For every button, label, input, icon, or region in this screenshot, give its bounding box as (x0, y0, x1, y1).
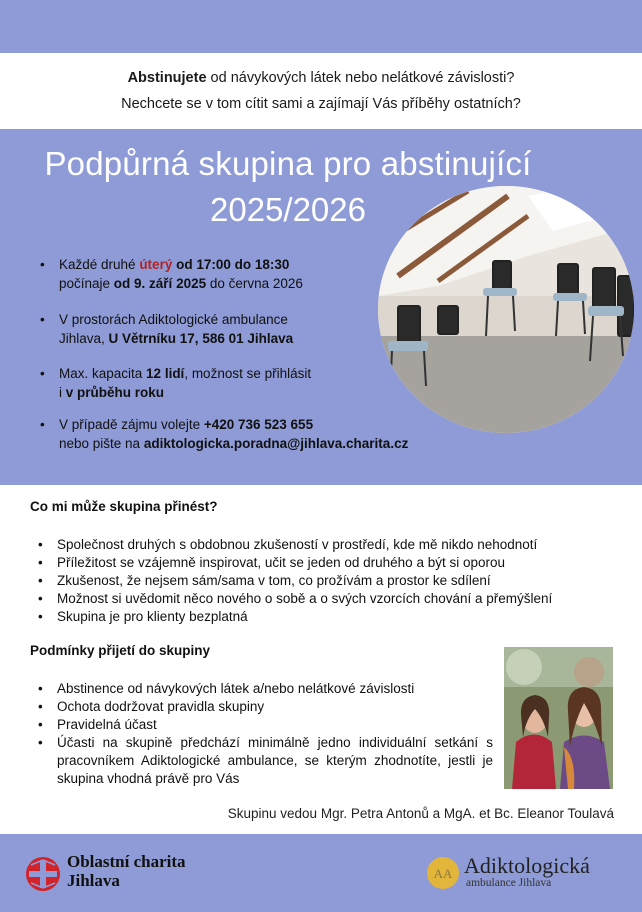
conditions-title: Podmínky přijetí do skupiny (30, 643, 211, 658)
info-when-time: od 17:00 do 18:30 (176, 257, 290, 272)
adiktologicka-title: Adiktologická (464, 853, 590, 878)
list-item-text: Zkušenost, že nejsem sám/sama v tom, co prožívám a prostor ke sdílení (57, 573, 491, 588)
bullet: • (38, 699, 43, 714)
benefits-title: Co mi může skupina přinést? (30, 499, 218, 514)
bullet: • (38, 555, 43, 570)
info-when-text: Každé druhé (59, 257, 140, 272)
info-when-day: úterý (139, 257, 173, 272)
info-contact-text: V případě zájmu volejte (59, 417, 204, 432)
leaders-text: Skupinu vedou Mgr. Petra Antonů a MgA. et Bc. Eleanor Toulavá (227, 806, 614, 821)
info-capacity-i: i (59, 384, 66, 400)
page-title: Podpůrná skupina pro abstinující (44, 145, 532, 182)
charita-city: Jihlava (67, 871, 120, 890)
info-where-city: Jihlava, (59, 330, 109, 346)
room-photo (378, 186, 634, 433)
list-item-text: Příležitost se vzájemně inspirovat, učit se jeden od druhého a být si oporou (57, 555, 505, 570)
charita-cross-icon (25, 856, 61, 897)
intro-bold: Abstinujete (127, 70, 207, 86)
charita-logo-text (67, 852, 186, 890)
bullet: • (38, 537, 43, 552)
bullet: • (38, 591, 43, 606)
room-photo-illustration (378, 186, 634, 433)
bullet: • (38, 609, 43, 624)
info-when-start-text: počínaje (59, 275, 114, 291)
intro-line-1-text: od návykových látek nebo nelátkové závislosti? (206, 70, 515, 86)
charita-name: Oblastní charita (67, 852, 186, 871)
adiktologicka-subtitle: ambulance Jihlava (466, 877, 552, 889)
bullet: • (38, 573, 43, 588)
bullet: • (40, 312, 45, 327)
info-where-text: V prostorách Adiktologické ambulance (59, 312, 288, 327)
info-capacity-year: v průběhu roku (65, 384, 165, 400)
hero-section (0, 129, 642, 485)
email-link[interactable]: adiktologicka.poradna@jihlava.charita.cz (143, 435, 409, 451)
info-when-end: do června 2026 (206, 275, 303, 291)
list-item-text: Ochota dodržovat pravidla skupiny (57, 699, 265, 714)
leaders-photo-illustration (504, 647, 613, 789)
phone-number[interactable]: +420 736 523 655 (203, 417, 314, 432)
list-item-text: Abstinence od návykových látek a/nebo nelátkové závislosti (57, 681, 415, 696)
info-capacity-count: 12 lidí (146, 366, 185, 381)
bullet: • (40, 417, 45, 432)
intro-line-1 (0, 70, 642, 86)
intro-section (0, 53, 642, 129)
adikt-mark: AA (433, 866, 453, 881)
info-when-start-date: od 9. září 2025 (113, 275, 207, 291)
list-item-text: Skupina je pro klienty bezplatná (57, 609, 248, 624)
bullet: • (38, 717, 43, 732)
info-capacity-rest: , možnost se přihlásit (184, 366, 312, 381)
bullet: • (38, 681, 43, 696)
list-item-text: Účasti na skupině předchází minimálně jedno individuální setkání s pracovníkem Adiktologické ambulance, se kterým zhodnotíte, jestli je skupina vhodná právě pro Vás (57, 735, 493, 786)
info-where-address: U Větrníku 17, 586 01 Jihlava (108, 330, 294, 346)
bullet: • (38, 735, 43, 750)
list-item-text: Možnost si uvědomit něco nového o sobě a o svých vzorcích chování a přemýšlení (57, 591, 553, 606)
list-item-text: Pravidelná účast (57, 717, 157, 732)
top-band (0, 0, 642, 53)
bullet: • (40, 366, 45, 381)
info-contact-or: nebo pište na (59, 435, 144, 451)
info-capacity-text: Max. kapacita (59, 366, 147, 381)
list-item-text: Společnost druhých s obdobnou zkušeností v prostředí, kde mě nikdo nehodnotí (57, 537, 538, 552)
footer (0, 834, 642, 912)
bullet: • (40, 257, 45, 272)
intro-line-2: Nechcete se v tom cítit sami a zajímají Vás příběhy ostatních? (121, 96, 521, 112)
adiktologicka-logo-icon (426, 856, 460, 895)
leaders-photo (504, 647, 613, 789)
page-title-year: 2025/2026 (210, 191, 366, 228)
